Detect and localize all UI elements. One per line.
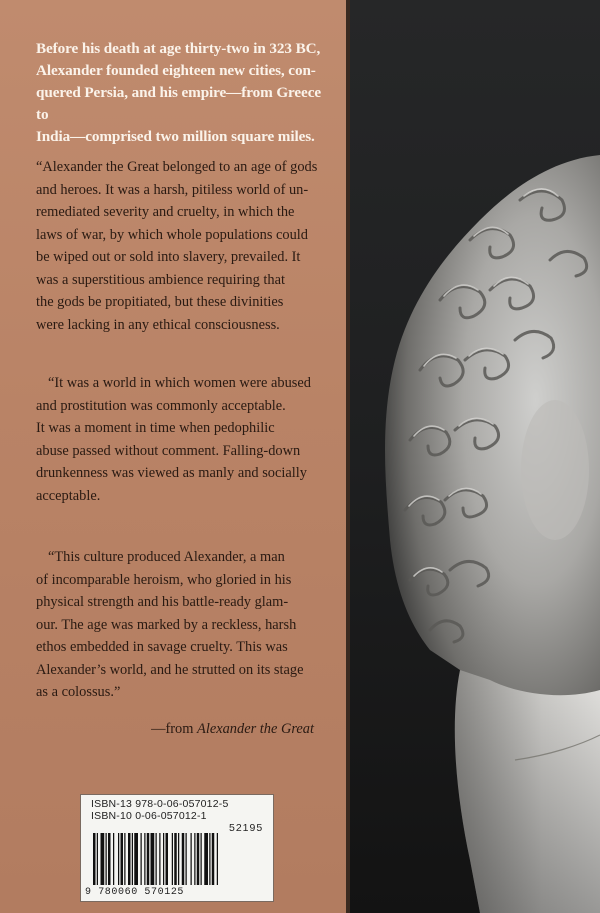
barcode-bar bbox=[93, 833, 96, 885]
intro-line: Alexander founded eighteen new cities, con- bbox=[36, 62, 316, 79]
price-code: 52195 bbox=[229, 822, 264, 834]
quote-paragraph-3 bbox=[36, 546, 318, 704]
quote-line: of incomparable heroism, who gloried in his bbox=[36, 571, 292, 588]
barcode-bars bbox=[91, 833, 265, 887]
barcode-bar bbox=[124, 833, 125, 885]
barcode-bar bbox=[186, 833, 187, 885]
intro-line: India—comprised two million square miles. bbox=[36, 128, 315, 145]
barcode-bar bbox=[204, 833, 208, 885]
quote-line: as a colossus.” bbox=[36, 684, 121, 700]
barcode-bar bbox=[209, 833, 210, 885]
marble-bust-photo bbox=[350, 0, 600, 913]
barcode-bar bbox=[163, 833, 164, 885]
barcode-bar bbox=[156, 833, 157, 885]
intro-line: Before his death at age thirty-two in 323 BC, bbox=[36, 40, 321, 57]
quote-line: the gods be propitiated, but these divinities bbox=[36, 294, 284, 310]
barcode-bar bbox=[141, 833, 142, 885]
quote-paragraph-1 bbox=[36, 156, 318, 336]
quote-line: were lacking in any ethical consciousness. bbox=[36, 316, 280, 333]
intro-line: quered Persia, and his empire—from Greece to bbox=[36, 84, 321, 123]
barcode-bar bbox=[128, 833, 131, 885]
quote-line: ethos embedded in savage cruelty. This was bbox=[36, 639, 288, 655]
quote-line: acceptable. bbox=[36, 487, 101, 504]
quote-line: Alexander’s world, and he strutted on its stage bbox=[36, 661, 304, 678]
isbn13-label: ISBN-13 978-0-06-057012-5 bbox=[91, 798, 229, 810]
quote-line: “It was a world in which women were abused bbox=[48, 375, 311, 391]
barcode-bar bbox=[118, 833, 119, 885]
bust-cheek bbox=[521, 400, 589, 540]
isbn-barcode bbox=[80, 794, 274, 902]
quote-line: laws of war, by which whole populations could bbox=[36, 226, 308, 243]
attribution-prefix: —from bbox=[151, 721, 198, 737]
attribution-book-title: Alexander the Great bbox=[197, 721, 314, 737]
quote-line: and prostitution was commonly acceptable. bbox=[36, 397, 286, 414]
barcode-bar bbox=[191, 833, 192, 885]
quote-line: remediated severity and cruelty, in which the bbox=[36, 204, 295, 220]
barcode-bar bbox=[159, 833, 160, 885]
barcode-bar bbox=[113, 833, 114, 885]
barcode-bar bbox=[174, 833, 177, 885]
quote-line: our. The age was marked by a reckless, harsh bbox=[36, 616, 297, 633]
quote-line: “Alexander the Great belonged to an age of gods bbox=[36, 159, 318, 175]
photo-panel bbox=[350, 0, 600, 913]
barcode-bar bbox=[201, 833, 202, 885]
isbn10-label: ISBN-10 0-06-057012-1 bbox=[91, 810, 207, 822]
quote-paragraph-2 bbox=[36, 372, 318, 507]
barcode-bar bbox=[172, 833, 173, 885]
barcode-bar bbox=[217, 833, 218, 885]
barcode-digits: 9 780060 570125 bbox=[85, 887, 185, 898]
quote-line: and heroes. It was a harsh, pitiless world of un- bbox=[36, 181, 309, 198]
barcode-bar bbox=[101, 833, 105, 885]
quote-line: It was a moment in time when pedophilic bbox=[36, 420, 275, 436]
barcode-bar bbox=[134, 833, 138, 885]
barcode-bar bbox=[194, 833, 195, 885]
barcode-bar bbox=[97, 833, 98, 885]
barcode-bar bbox=[121, 833, 124, 885]
barcode-bar bbox=[151, 833, 155, 885]
quote-line: abuse passed without comment. Falling-down bbox=[36, 442, 301, 459]
barcode-bar bbox=[144, 833, 145, 885]
quote-line: physical strength and his battle-ready glam- bbox=[36, 594, 289, 610]
barcode-bar bbox=[212, 833, 215, 885]
quote-line: “This culture produced Alexander, a man bbox=[48, 549, 285, 565]
barcode-bar bbox=[166, 833, 169, 885]
barcode-bar bbox=[106, 833, 107, 885]
barcode-bar bbox=[182, 833, 185, 885]
quote-line: be wiped out or sold into slavery, prevailed. It bbox=[36, 249, 301, 265]
barcode-bar bbox=[197, 833, 200, 885]
quote-line: drunkenness was viewed as manly and socially bbox=[36, 465, 307, 481]
quote-attribution bbox=[36, 718, 314, 740]
barcode-bar bbox=[178, 833, 179, 885]
intro-blurb bbox=[36, 38, 336, 148]
barcode-bar bbox=[132, 833, 133, 885]
quote-line: was a superstitious ambience requiring that bbox=[36, 271, 285, 288]
barcode-bar bbox=[108, 833, 111, 885]
barcode-bar bbox=[147, 833, 150, 885]
